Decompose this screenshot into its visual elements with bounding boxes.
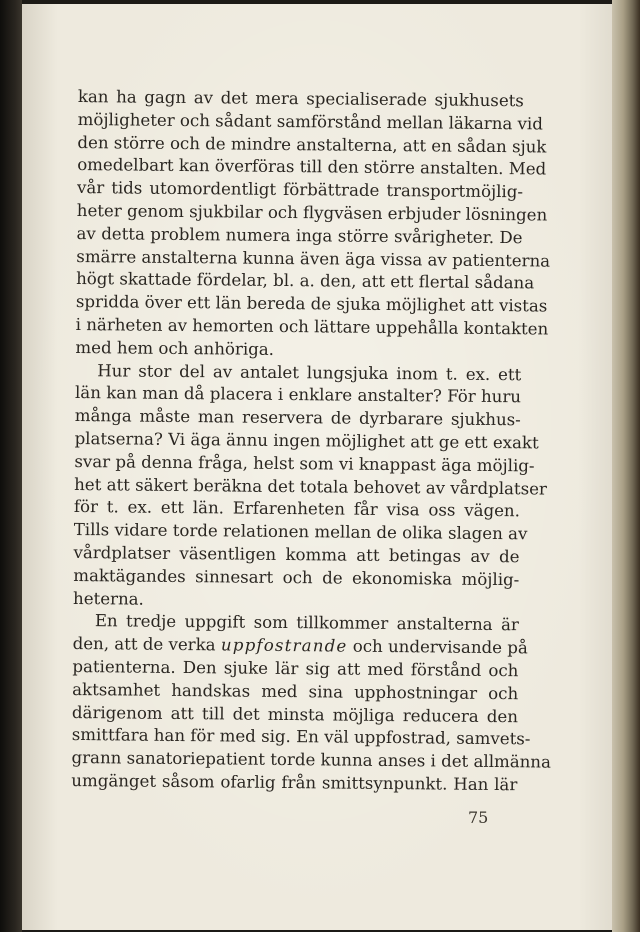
text-line: för t. ex. ett län. Erfarenheten får visa oss vägen. bbox=[73, 497, 521, 521]
text-line: omedelbart kan överföras till den större anstalten. Med bbox=[77, 155, 547, 179]
text-line: patienterna. Den sjuke lär sig att med förstånd och bbox=[72, 656, 519, 681]
text-line: aktsamhet handskas med sina upphostningar och bbox=[72, 679, 519, 703]
text-line: spridda över ett län bereda de sjuka möjlighet att vistas bbox=[75, 292, 548, 316]
text-line: många måste man reservera de dyrbarare sjukhus- bbox=[74, 406, 521, 430]
text-fragment: och undervisande på bbox=[352, 636, 528, 658]
text-line: möjligheter och sådant samförstånd mellan läkarna vid bbox=[77, 109, 544, 134]
text-line: svar på denna fråga, helst som vi knappast äga möjlig- bbox=[74, 451, 535, 476]
text-line: med hem och anhöriga. bbox=[75, 337, 275, 359]
text-line: av detta problem numera inga större svårigheter. De bbox=[76, 223, 523, 248]
text-line: umgänget såsom ofarlig från smittsynpunkt. Han lär bbox=[71, 770, 518, 795]
text-line: därigenom att till det minsta möjliga reducera den bbox=[71, 702, 519, 726]
page-number: 75 bbox=[468, 808, 489, 827]
text-line: smärre anstalterna kunna även äga vissa av patienterna bbox=[76, 246, 551, 271]
text-line: heter genom sjukbilar och flygväsen erbjuder lösningen bbox=[76, 200, 548, 225]
text-line: kan ha gagn av det mera specialiserade sjukhusets bbox=[77, 86, 524, 111]
text-line: högt skattade fördelar, bl. a. den, att ett flertal sådana bbox=[76, 269, 535, 293]
text-line: den större och de mindre anstalterna, att en sådan sjuk bbox=[77, 132, 547, 157]
text-line: smittfara han för med sig. En väl uppfostrad, samvets- bbox=[71, 725, 531, 749]
book-spine-shadow bbox=[0, 0, 22, 932]
text-line: Tills vidare torde relationen mellan de olika slagen av bbox=[73, 520, 528, 544]
text-line: maktägandes sinnesart och de ekonomiska möjlig- bbox=[73, 565, 520, 589]
text-line: heterna. bbox=[72, 588, 144, 609]
text-fragment: den, att de verka bbox=[72, 634, 216, 655]
paper-page bbox=[22, 4, 614, 930]
text-line: En tredje uppgift som tillkommer anstalterna är bbox=[94, 611, 519, 635]
text-line: län kan man då placera i enklare anstalter? För huru bbox=[74, 383, 522, 407]
page-stack-edge bbox=[612, 0, 640, 932]
body-text bbox=[71, 86, 552, 797]
text-line: grann sanatoriepatient torde kunna anses i det allmänna bbox=[71, 748, 552, 772]
text-line: het att säkert beräkna det totala behovet av vårdplatser bbox=[74, 474, 548, 499]
text-line: Hur stor del av antalet lungsjuka inom t. ex. ett bbox=[97, 360, 522, 384]
text-line: platserna? Vi äga ännu ingen möjlighet att ge ett exakt bbox=[74, 428, 539, 453]
emphasized-word: uppfostrande bbox=[220, 635, 348, 656]
text-line: vårdplatser väsentligen komma att betingas av de bbox=[73, 542, 520, 567]
text-line: i närheten av hemorten och lättare uppehålla kontakten bbox=[75, 314, 549, 339]
text-line: vår tids utomordentligt förbättrade transportmöjlig- bbox=[76, 178, 524, 202]
